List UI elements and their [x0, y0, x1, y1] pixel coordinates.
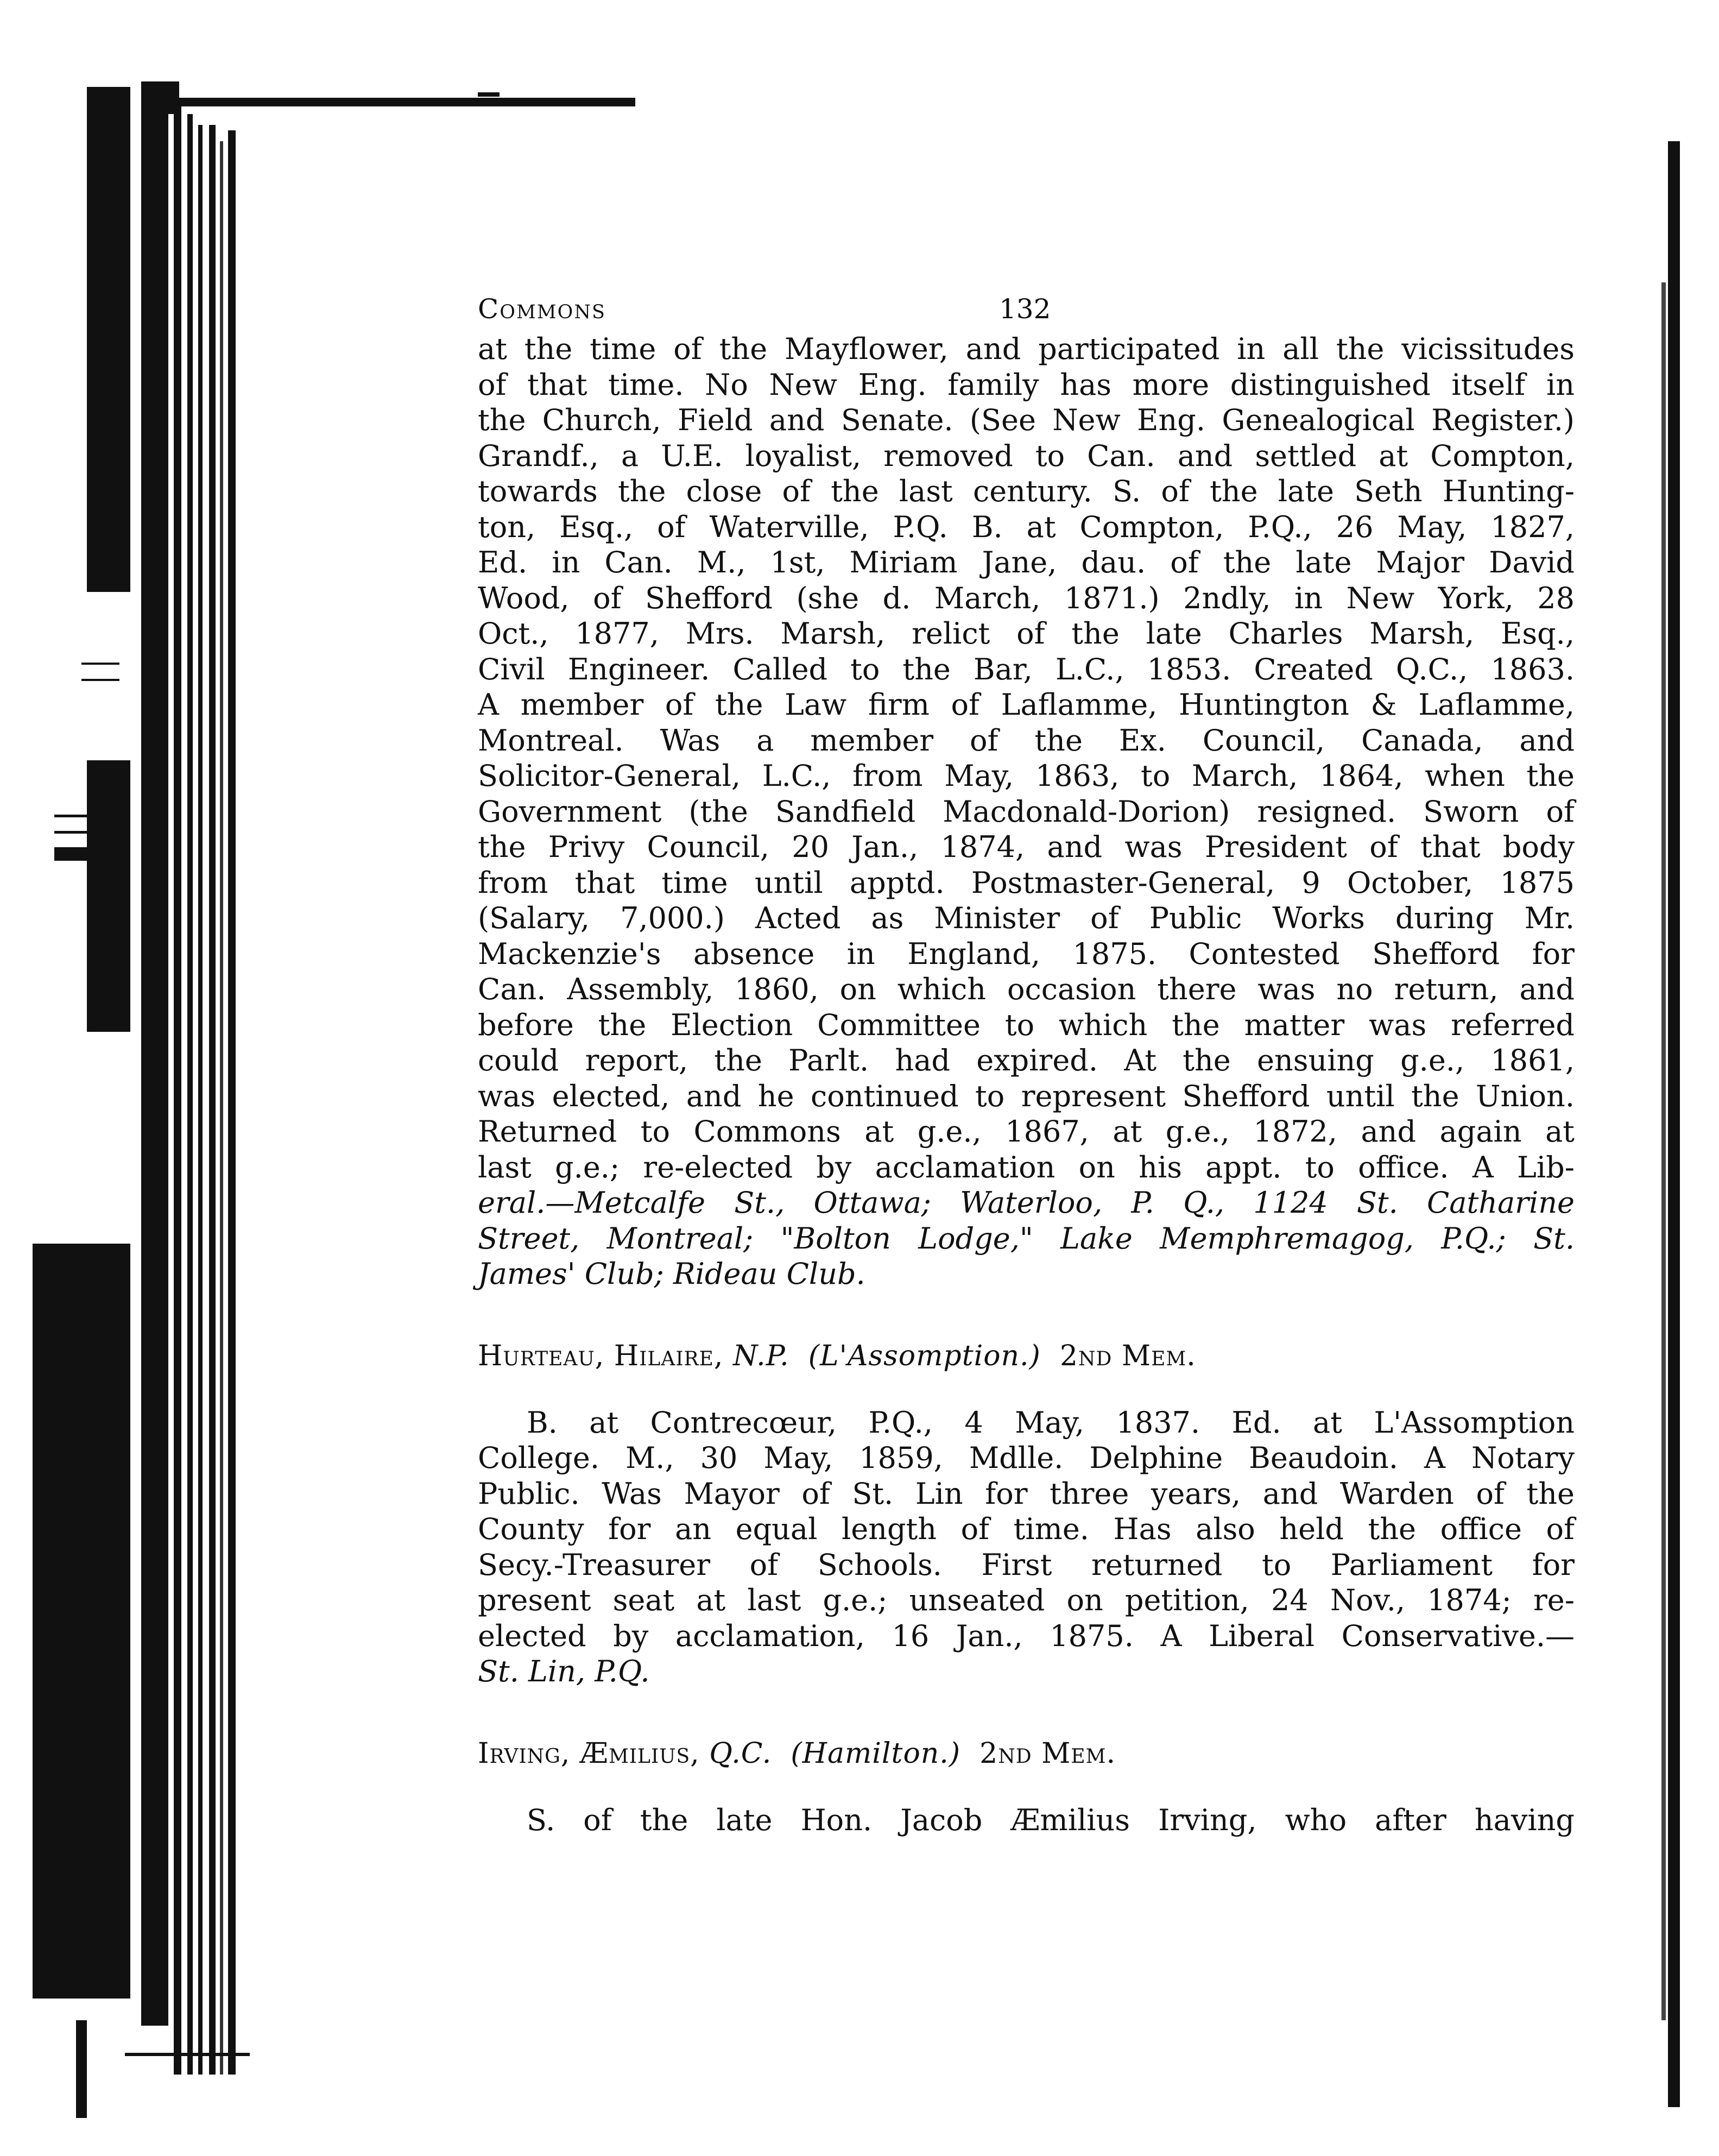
- running-header: [478, 282, 1575, 331]
- text-line: Secy.-Treasurer of Schools. First returned to Parliament for: [478, 1547, 1575, 1582]
- page-number: 132: [999, 293, 1051, 325]
- text-line: (Salary, 7,000.) Acted as Minister of Public Works during Mr.: [478, 901, 1575, 935]
- text-line: last g.e.; re-elected by acclamation on his appt. to office. A Lib-: [478, 1150, 1575, 1184]
- text-line: Street, Montreal; "Bolton Lodge," Lake Memphremagog, P.Q.; St.: [478, 1221, 1575, 1256]
- text-line: Government (the Sandfield Macdonald-Dorion) resigned. Sworn of: [478, 794, 1575, 829]
- member-riding: (L'Assomption.): [808, 1339, 1041, 1372]
- text-line: Grandf., a U.E. loyalist, removed to Can. and settled at Compton,: [478, 438, 1575, 473]
- entry-heading-irving: [478, 1737, 1575, 1770]
- text-line: the Privy Council, 20 Jan., 1874, and was President of that body: [478, 830, 1575, 864]
- text-line: James' Club; Rideau Club.: [478, 1257, 865, 1291]
- member-riding: (Hamilton.): [791, 1737, 961, 1770]
- text-line: before the Election Committee to which the matter was referred: [478, 1007, 1575, 1042]
- text-line: College. M., 30 May, 1859, Mdlle. Delphine Beaudoin. A Notary: [478, 1441, 1575, 1475]
- member-seat: 2nd Mem.: [1059, 1339, 1196, 1372]
- text-line: ton, Esq., of Waterville, P.Q. B. at Compton, P.Q., 26 May, 1827,: [478, 509, 1575, 544]
- member-name: Hurteau, Hilaire,: [478, 1339, 724, 1372]
- text-line: Montreal. Was a member of the Ex. Council, Canada, and: [478, 723, 1575, 758]
- member-title: N.P.: [733, 1339, 789, 1372]
- text-line: was elected, and he continued to represent Shefford until the Union.: [478, 1079, 1575, 1113]
- text-line: Wood, of Shefford (she d. March, 1871.) 2ndly, in New York, 28: [478, 581, 1575, 615]
- text-line: towards the close of the last century. S. of the late Seth Hunting-: [478, 474, 1575, 508]
- text-line: Mackenzie's absence in England, 1875. Contested Shefford for: [478, 936, 1575, 971]
- running-title: Commons: [478, 293, 606, 325]
- text-line: from that time until apptd. Postmaster-General, 9 October, 1875: [478, 865, 1575, 900]
- entry-huntington-continued: [478, 331, 1575, 1292]
- text-line: present seat at last g.e.; unseated on petition, 24 Nov., 1874; re-: [478, 1583, 1575, 1617]
- member-seat: 2nd Mem.: [979, 1737, 1116, 1770]
- page-content: [478, 282, 1575, 1838]
- text-line: eral.—Metcalfe St., Ottawa; Waterloo, P. Q., 1124 St. Catharine: [478, 1186, 1575, 1220]
- text-line: elected by acclamation, 16 Jan., 1875. A Liberal Conservative.—: [478, 1618, 1575, 1653]
- text-line: at the time of the Mayflower, and participated in all the vicissitudes: [478, 332, 1575, 366]
- entry-irving: [478, 1802, 1575, 1838]
- text-line: Civil Engineer. Called to the Bar, L.C., 1853. Created Q.C., 1863.: [478, 652, 1575, 686]
- entry-heading-hurteau: [478, 1340, 1575, 1372]
- text-line: St. Lin, P.Q.: [478, 1654, 650, 1688]
- text-line: B. at Contrecœur, P.Q., 4 May, 1837. Ed. at L'Assomption: [527, 1405, 1575, 1440]
- text-line: the Church, Field and Senate. (See New Eng. Genealogical Register.): [478, 403, 1575, 437]
- text-line: Public. Was Mayor of St. Lin for three years, and Warden of the: [478, 1476, 1575, 1511]
- text-line: Can. Assembly, 1860, on which occasion there was no return, and: [478, 972, 1575, 1006]
- text-line: S. of the late Hon. Jacob Æmilius Irving, who after having: [527, 1802, 1575, 1837]
- entry-hurteau: [478, 1405, 1575, 1690]
- text-line: A member of the Law firm of Laflamme, Huntington & Laflamme,: [478, 688, 1575, 722]
- text-line: Ed. in Can. M., 1st, Miriam Jane, dau. of the late Major David: [478, 545, 1575, 579]
- text-line: Oct., 1877, Mrs. Marsh, relict of the late Charles Marsh, Esq.,: [478, 616, 1575, 651]
- text-line: Returned to Commons at g.e., 1867, at g.e., 1872, and again at: [478, 1114, 1575, 1149]
- member-name: Irving, Æmilius,: [478, 1737, 700, 1770]
- member-title: Q.C.: [709, 1737, 772, 1770]
- text-line: of that time. No New Eng. family has more distinguished itself in: [478, 367, 1575, 402]
- text-line: County for an equal length of time. Has also held the office of: [478, 1512, 1575, 1546]
- text-line: Solicitor-General, L.C., from May, 1863, to March, 1864, when the: [478, 759, 1575, 793]
- text-line: could report, the Parlt. had expired. At the ensuing g.e., 1861,: [478, 1043, 1575, 1077]
